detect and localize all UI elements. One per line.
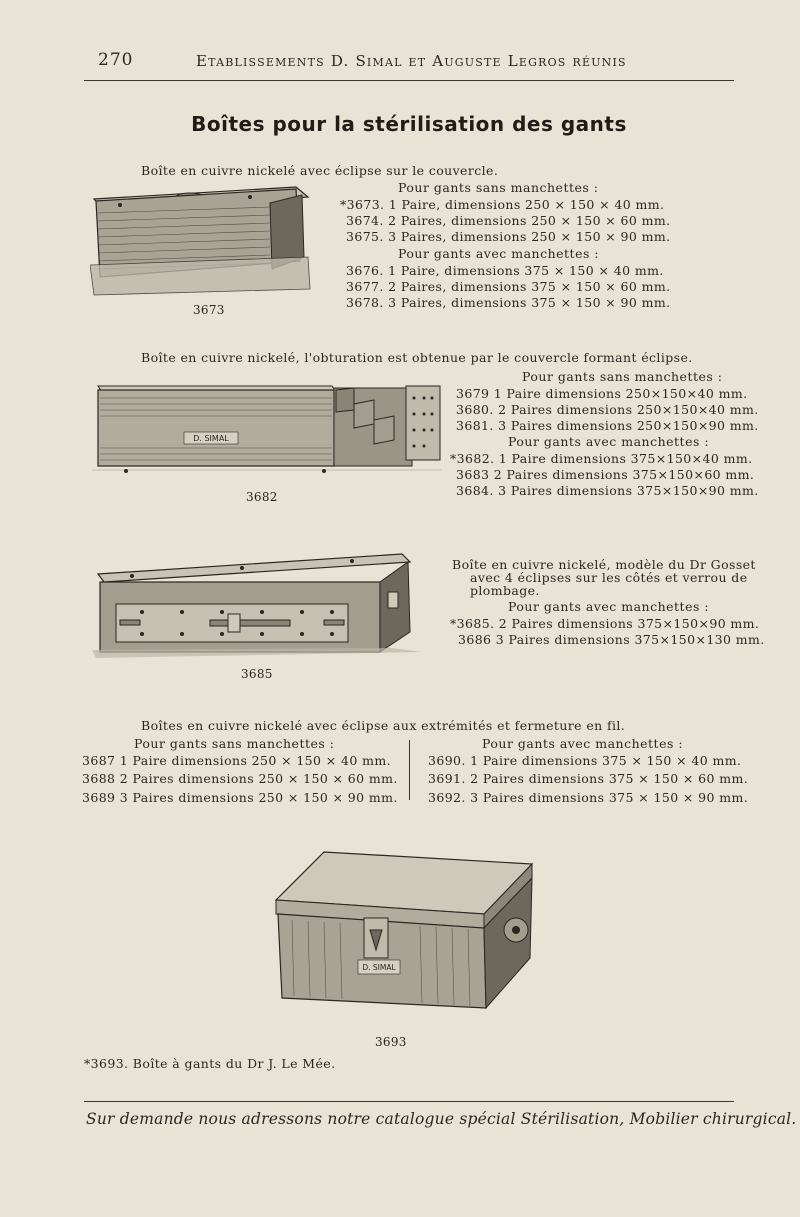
section1-intro: Boîte en cuivre nickelé avec éclipse sur le couvercle. (141, 163, 499, 178)
section4-line-3690: 3690. 1 Paire dimensions 375 × 150 × 40 mm. (428, 753, 742, 768)
section2-line-3680: 3680. 2 Paires dimensions 250×150×40 mm. (456, 402, 759, 417)
section2-line-3681: 3681. 3 Paires dimensions 250×150×90 mm. (456, 418, 759, 433)
running-head: Etablissements D. Simal et Auguste Legros réunis (196, 52, 627, 70)
section1-line-3678: 3678. 3 Paires, dimensions 375 × 150 × 90 mm. (346, 295, 671, 310)
page-title: Boîtes pour la stérilisation des gants (191, 112, 627, 136)
section4-line-3687: 3687 1 Paire dimensions 250 × 150 × 40 mm. (82, 753, 391, 768)
section2-line-3684: 3684. 3 Paires dimensions 375×150×90 mm. (456, 483, 759, 498)
engraving-label-3693: D. SIMAL (362, 963, 396, 972)
section4-sub-without: Pour gants sans manchettes : (134, 736, 335, 751)
section4-line-3689: 3689 3 Paires dimensions 250 × 150 × 90 mm. (82, 790, 398, 805)
section1-sub-with: Pour gants avec manchettes : (398, 246, 600, 261)
page-number: 270 (98, 50, 134, 70)
section2-sub-without: Pour gants sans manchettes : (522, 369, 723, 384)
caption-3673: 3673 (193, 303, 225, 317)
section2-sub-with: Pour gants avec manchettes : (508, 434, 710, 449)
section4-line-3692: 3692. 3 Paires dimensions 375 × 150 × 90 mm. (428, 790, 749, 805)
section1-sub-without: Pour gants sans manchettes : (398, 180, 599, 195)
footer-rule (84, 1101, 734, 1102)
section1-line-3674: 3674. 2 Paires, dimensions 250 × 150 × 60 mm. (346, 213, 671, 228)
section1-line-3675: 3675. 3 Paires, dimensions 250 × 150 × 90 mm. (346, 229, 671, 244)
section4-line-3688: 3688 2 Paires dimensions 250 × 150 × 60 mm. (82, 771, 398, 786)
section4-sub-with: Pour gants avec manchettes : (482, 736, 684, 751)
section2-intro: Boîte en cuivre nickelé, l'obturation est obtenue par le couvercle formant éclipse. (141, 350, 693, 365)
section3-intro-line-1: Boîte en cuivre nickelé, modèle du Dr Gosset (452, 557, 756, 572)
illustration-3673 (90, 185, 312, 297)
section2-line-3679: 3679 1 Paire dimensions 250×150×40 mm. (456, 386, 748, 401)
engraving-label-3682: D. SIMAL (193, 434, 229, 443)
description-3693: *3693. Boîte à gants du Dr J. Le Mée. (84, 1056, 336, 1071)
section2-line-3683: 3683 2 Paires dimensions 375×150×60 mm. (456, 467, 755, 482)
column-divider (409, 740, 410, 800)
header-rule (84, 80, 734, 81)
section4-line-3691: 3691. 2 Paires dimensions 375 × 150 × 60 mm. (428, 771, 749, 786)
footer-note: Sur demande nous adressons notre catalogue spécial Stérilisation, Mobilier chirurgical. (86, 1110, 797, 1128)
section3-sub-with: Pour gants avec manchettes : (508, 599, 710, 614)
illustration-3685 (92, 552, 424, 660)
section4-intro: Boîtes en cuivre nickelé avec éclipse aux extrémités et fermeture en fil. (141, 718, 626, 733)
section1-line-3677: 3677. 2 Paires, dimensions 375 × 150 × 60 mm. (346, 279, 671, 294)
illustration-3693 (272, 848, 536, 1018)
section3-intro-line-2: avec 4 éclipses sur les côtés et verrou de (470, 570, 748, 585)
section2-line-3682: *3682. 1 Paire dimensions 375×150×40 mm. (450, 451, 753, 466)
caption-3685: 3685 (241, 667, 273, 681)
caption-3682: 3682 (246, 490, 278, 504)
illustration-3682 (92, 380, 444, 484)
section1-line-3673: *3673. 1 Paire, dimensions 250 × 150 × 40 mm. (340, 197, 665, 212)
section3-intro-line-3: plombage. (470, 583, 540, 598)
section3-line-3686: 3686 3 Paires dimensions 375×150×130 mm. (458, 632, 765, 647)
section3-line-3685: *3685. 2 Paires dimensions 375×150×90 mm. (450, 616, 760, 631)
section1-line-3676: 3676. 1 Paire, dimensions 375 × 150 × 40 mm. (346, 263, 664, 278)
caption-3693: 3693 (375, 1035, 407, 1049)
